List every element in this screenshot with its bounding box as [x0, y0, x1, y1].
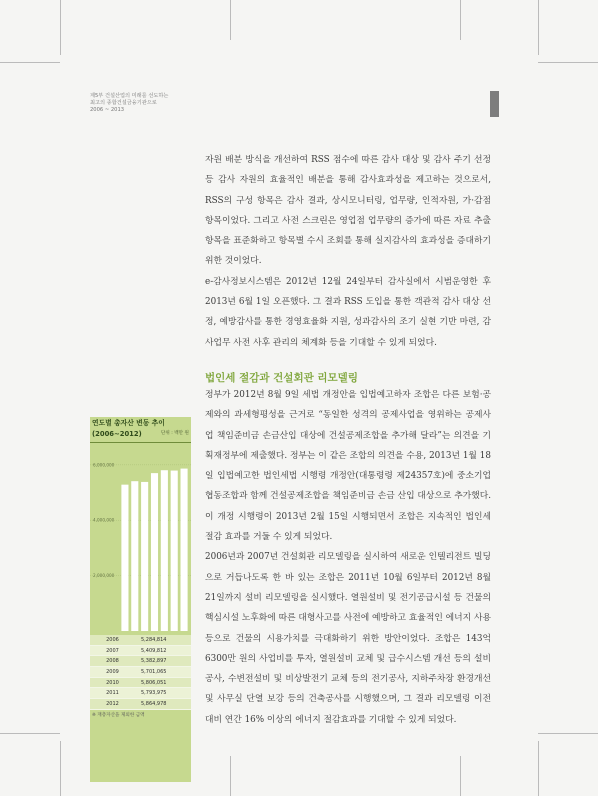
- chart-bar-2012: [181, 469, 188, 631]
- table-row: [90, 699, 191, 710]
- chart-ytick-label: 2,000,000: [93, 573, 115, 579]
- crop-mark: [60, 0, 61, 55]
- crop-mark: [230, 0, 231, 40]
- sidebar-title-line2: (2006~2012): [92, 430, 142, 438]
- table-year: 2009: [90, 667, 135, 678]
- chart-ytick-label: 6,000,000: [93, 462, 115, 468]
- table-value: 5,806,051: [135, 677, 191, 688]
- crop-mark: [230, 756, 231, 796]
- section-title: 법인세 절감과 건설회관 리모델링: [205, 372, 358, 384]
- sidebar-note: ※ 재총자산을 제외한 금액: [92, 713, 145, 718]
- running-head-line2: 최고의 종합건설금융기관으로: [90, 100, 157, 106]
- crop-mark: [538, 62, 598, 63]
- paragraph: e-감사정보시스템은 2012년 12월 24일부터 감사실에서 시범운영한 후 2013년 6월 1일 오픈했다. 그 결과 RSS 도입을 통한 객관적 감사 대상 선정, 예방감사를 통한 경영효율화 지원, 성과감사의 조기 실현 기반 마련, 감사업무 사전 사후 관리의 체계화 등을 기대할 수 있게 되었다.: [205, 276, 491, 348]
- table-year: 2007: [90, 645, 135, 656]
- table-year: 2006: [90, 635, 135, 645]
- sidebar-unit: 단위 : 백만 원: [160, 431, 189, 436]
- chart-bar-2006: [121, 485, 128, 631]
- chart-bar-2008: [141, 482, 148, 631]
- paragraph: 정부가 2012년 8월 9일 세법 개정안을 입법예고하자 조합은 다른 보험·공제와의 과세형평성을 근거로 “동일한 성격의 공제사업을 영위하는 공제사업 책임준비금 손금산입 대상에 건설공제조합을 추가해 달라”는 의견을 기획재정부에 제출했다. 정부는 이 같은 조합의 의견을 수용, 2013년 1월 18일 입법예고한 법인세법 시행령 개정안(대통령령 제24357호)에 중소기업협동조합과 함께 건설공제조합을 책임준비금 손금 산입 대상으로 추가했다. 이 개정 시행령이 2013년 2월 15일 시행되면서 조합은 지속적인 법인세 절감 효과를 거둘 수 있게 되었다.: [205, 390, 491, 543]
- asset-bar-chart: [90, 443, 191, 635]
- table-row: [90, 656, 191, 667]
- asset-table: [90, 635, 191, 710]
- running-head-line3: 2006 ~ 2013: [90, 107, 125, 113]
- table-year: 2010: [90, 677, 135, 688]
- chart-ytick-label: 4,000,000: [93, 517, 115, 523]
- table-row: [90, 677, 191, 688]
- crop-mark: [538, 741, 539, 796]
- asset-trend-sidebar: [90, 417, 191, 782]
- chapter-tab: [490, 91, 499, 117]
- paragraph: 2006년과 2007년 건설회관 리모델링을 실시하여 새로운 인텔리전트 빌딩으로 거듭나도록 한 바 있는 조합은 2011년 10월 6일부터 2012년 8월 21일까지 설비 리모델링을 실시했다. 열원설비 및 전기공급시설 등 건물의 핵심시설 노후화에 따른 대형사고를 사전에 예방하고 효율적인 에너지 사용 등으로 건물의 시용가치를 극대화하기 위한 방안이었다. 조합은 143억 6300만 원의 사업비를 투자, 열원설비 교체 및 급수시스템 개선 등의 설비공사, 수변전설비 및 비상발전기 교체 등의 전기공사, 지하주차장 환경개선 및 사무실 단열 보강 등의 건축공사를 시행했으며, 그 결과 리모델링 이전 대비 연간 16% 이상의 에너지 절감효과를 기대할 수 있게 되었다.: [205, 552, 491, 725]
- crop-mark: [460, 756, 461, 796]
- table-row: [90, 688, 191, 699]
- table-year: 2011: [90, 688, 135, 699]
- crop-mark: [0, 733, 60, 734]
- table-row: [90, 635, 191, 645]
- table-year: 2008: [90, 656, 135, 667]
- crop-mark: [538, 0, 539, 55]
- running-head: [90, 93, 230, 114]
- sidebar-title-line1: 연도별 총자산 변동 추이: [92, 419, 165, 427]
- chart-bar-2010: [161, 470, 168, 631]
- paragraph: 자원 배분 방식을 개선하여 RSS 점수에 따른 감사 대상 및 감사 주기 선정 등 감사 자원의 효율적인 배분을 통해 감사효과성을 제고하는 것으로서, RSS의 구성 항목은 감사 결과, 상시모니터링, 업무량, 인적자원, 가·감점 항목이었다. 그리고 사전 스크린은 영업점 업무량의 증가에 따른 자료 추출 항목을 표준화하고 항목별 수시 조회를 통해 실지감사의 효과성을 증대하기 위한 것이었다.: [205, 155, 491, 267]
- table-value: 5,793,975: [135, 688, 191, 699]
- table-value: 5,864,978: [135, 699, 191, 710]
- table-value: 5,409,812: [135, 645, 191, 656]
- table-value: 5,701,065: [135, 667, 191, 678]
- crop-mark: [538, 733, 598, 734]
- body-text-section: [205, 385, 491, 730]
- sidebar-title: [92, 418, 165, 440]
- table-row: [90, 667, 191, 678]
- table-value: 5,284,814: [135, 635, 191, 645]
- crop-mark: [0, 62, 60, 63]
- body-text-top: [205, 150, 491, 353]
- table-value: 5,382,897: [135, 656, 191, 667]
- table-row: [90, 645, 191, 656]
- crop-mark: [460, 0, 461, 40]
- chart-bar-2009: [151, 473, 158, 631]
- chart-bar-2007: [131, 481, 138, 631]
- running-head-line1: 제5부 건설산업의 미래를 선도하는: [90, 93, 169, 99]
- crop-mark: [60, 741, 61, 796]
- chart-bar-2011: [171, 471, 178, 631]
- table-year: 2012: [90, 699, 135, 710]
